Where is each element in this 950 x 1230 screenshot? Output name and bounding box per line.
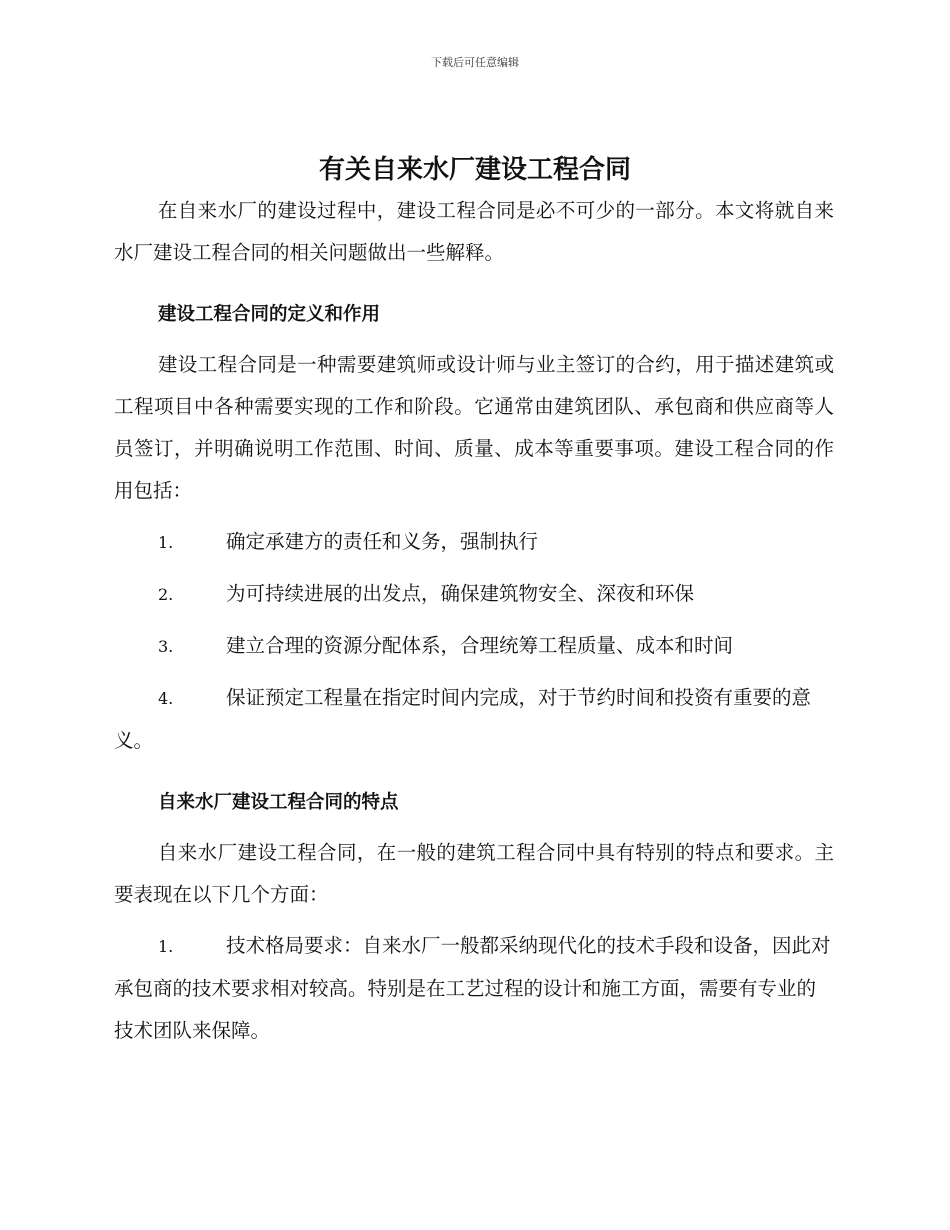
list-item-text: 为可持续进展的出发点，确保建筑物安全、深夜和环保 (226, 582, 695, 605)
section2-heading: 自来水厂建设工程合同的特点 (158, 792, 399, 813)
list-item-number: 2. (158, 585, 174, 604)
list-item-text: 技术格局要求：自来水厂一般都采纳现代化的技术手段和设备，因此对承包商的技术要求相对较高。特别是在工艺过程的设计和施工方面，需要有专业的技术团队来保障。 (114, 934, 831, 1042)
section1-heading: 建设工程合同的定义和作用 (158, 304, 381, 325)
document-body (114, 190, 834, 1052)
list-item (114, 925, 834, 1052)
list-item (114, 521, 834, 564)
list-item-text: 建立合理的资源分配体系，合理统筹工程质量、成本和时间 (226, 634, 734, 657)
list-item-text: 保证预定工程量在指定时间内完成，对于节约时间和投资有重要的意义。 (114, 686, 812, 752)
list-item (114, 625, 834, 668)
list-item-number: 3. (158, 637, 174, 656)
list-item-number: 4. (158, 689, 174, 708)
header-note: 下载后可任意编辑 (431, 56, 519, 69)
list-item (114, 573, 834, 616)
list-item-number: 1. (158, 937, 174, 956)
list-item-text: 确定承建方的责任和义务，强制执行 (226, 530, 539, 553)
section1-paragraph: 建设工程合同是一种需要建筑师或设计师与业主签订的合约，用于描述建筑或工程项目中各种需要实现的工作和阶段。它通常由建筑团队、承包商和供应商等人员签订，并明确说明工作范围、时间、质量、成本等重要事项。建设工程合同的作用包括： (114, 353, 834, 502)
intro-paragraph: 在自来水厂的建设过程中，建设工程合同是必不可少的一部分。本文将就自来水厂建设工程合同的相关问题做出一些解释。 (114, 199, 834, 264)
list-item-number: 1. (158, 533, 174, 552)
section2-paragraph: 自来水厂建设工程合同，在一般的建筑工程合同中具有特别的特点和要求。主要表现在以下几个方面： (114, 841, 834, 906)
document-title: 有关自来水厂建设工程合同 (318, 155, 631, 185)
list-item (114, 677, 834, 762)
